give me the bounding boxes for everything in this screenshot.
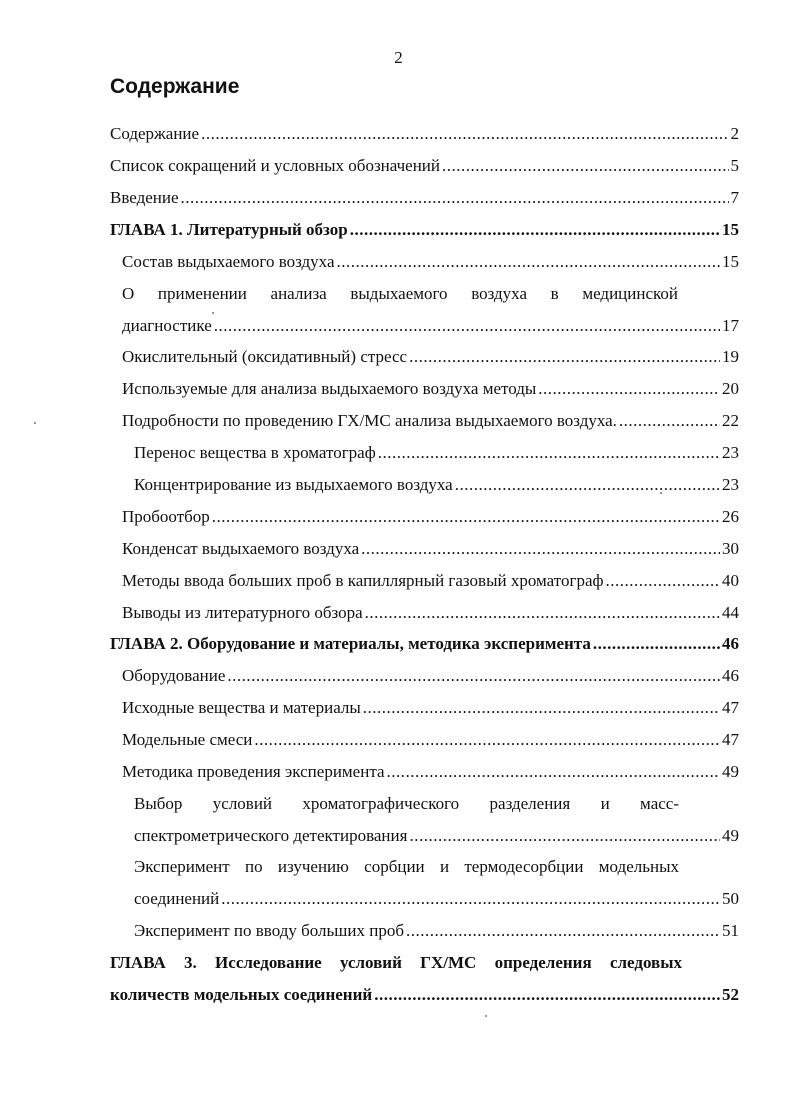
toc-leader-dots — [455, 475, 720, 495]
toc-entry-title: Используемые для анализа выдыхаемого воздуха методы — [122, 379, 537, 398]
toc-entry-page: 7 — [730, 188, 739, 207]
toc-entry[interactable] — [122, 379, 739, 399]
toc-entry-page: 40 — [722, 571, 739, 590]
toc-entry-page: 46 — [722, 666, 739, 685]
toc-entry[interactable] — [122, 539, 739, 559]
toc-leader-dots — [409, 347, 720, 367]
toc-entry-title: ГЛАВА 1. Литературный обзор — [110, 220, 348, 239]
toc-entry[interactable] — [122, 507, 739, 527]
toc-entry[interactable] — [122, 316, 739, 336]
toc-entry-page: 49 — [722, 826, 739, 845]
toc-leader-dots — [221, 889, 720, 909]
toc-leader-dots — [350, 220, 720, 240]
toc-chapter-entry[interactable] — [110, 634, 739, 654]
toc-leader-dots — [374, 985, 720, 1005]
toc-entry-page: 23 — [722, 475, 739, 494]
toc-entry-page: 15 — [722, 252, 739, 271]
toc-entry-title: спектрометрического детектирования — [134, 826, 408, 845]
toc-leader-dots — [337, 252, 721, 272]
toc-leader-dots — [254, 730, 720, 750]
toc-entry[interactable] — [122, 571, 739, 591]
toc-leader-dots — [227, 666, 720, 686]
toc-entry-title: Выводы из литературного обзора — [122, 603, 363, 622]
page-title: Содержание — [110, 75, 240, 98]
toc-entry-page: 5 — [730, 156, 739, 175]
toc-entry-title: диагностике — [122, 316, 212, 335]
toc-leader-dots — [593, 634, 720, 654]
toc-entry[interactable] — [134, 826, 739, 846]
toc-entry[interactable] — [122, 730, 739, 750]
toc-entry-title: Оборудование — [122, 666, 226, 685]
page-number: 2 — [394, 48, 403, 67]
scan-speck — [34, 422, 36, 424]
toc-leader-dots — [363, 698, 720, 718]
toc-entry-title: Содержание — [110, 124, 200, 143]
toc-entry-page: 30 — [722, 539, 739, 558]
toc-entry-page: 47 — [722, 698, 739, 717]
toc-leader-dots — [181, 188, 729, 208]
toc-entry-page: 20 — [722, 379, 739, 398]
toc-chapter-first-line[interactable]: ГЛАВА 3. Исследование условий ГХ/МС определения следовых — [110, 953, 682, 972]
toc-entry-page: 19 — [722, 347, 739, 366]
toc-entry[interactable] — [110, 156, 739, 176]
toc-entry-title: Эксперимент по вводу больших проб — [134, 921, 404, 940]
toc-entry-page: 50 — [722, 889, 739, 908]
toc-entry-page: 52 — [722, 985, 739, 1004]
toc-leader-dots — [378, 443, 720, 463]
toc-entry-title: Подробности по проведению ГХ/МС анализа выдыхаемого воздуха. — [122, 411, 617, 430]
toc-leader-dots — [212, 507, 720, 527]
toc-entry-page: 49 — [722, 762, 739, 781]
toc-entry[interactable] — [122, 666, 739, 686]
toc-leader-dots — [619, 411, 720, 431]
toc-entry-title: ГЛАВА 2. Оборудование и материалы, методика эксперимента — [110, 634, 591, 653]
scan-speck — [212, 312, 214, 314]
toc-entry-title: Модельные смеси — [122, 730, 253, 749]
toc-entry-title: Пробоотбор — [122, 507, 210, 526]
scan-speck — [485, 1015, 487, 1017]
toc-leader-dots — [201, 124, 728, 144]
toc-entry[interactable] — [122, 603, 739, 623]
toc-entry[interactable] — [134, 475, 739, 495]
toc-entry-title: Методика проведения эксперимента — [122, 762, 385, 781]
toc-entry-page: 47 — [722, 730, 739, 749]
toc-entry-title: количеств модельных соединений — [110, 985, 373, 1004]
toc-entry-title: Методы ввода больших проб в капиллярный газовый хроматограф — [122, 571, 604, 590]
toc-entry-title: Исходные вещества и материалы — [122, 698, 361, 717]
toc-leader-dots — [442, 156, 728, 176]
toc-entry-page: 2 — [730, 124, 739, 143]
toc-leader-dots — [361, 539, 720, 559]
toc-entry-title: Введение — [110, 188, 179, 207]
toc-entry-title: Список сокращений и условных обозначений — [110, 156, 441, 175]
toc-entry[interactable] — [122, 347, 739, 367]
toc-entry-first-line[interactable]: Выбор условий хроматографического разделения и масс- — [134, 794, 679, 813]
toc-entry[interactable] — [134, 889, 739, 909]
toc-leader-dots — [214, 316, 720, 336]
toc-entry-page: 51 — [722, 921, 739, 940]
toc-entry[interactable] — [110, 188, 739, 208]
toc-entry-page: 23 — [722, 443, 739, 462]
toc-entry-page: 44 — [722, 603, 739, 622]
toc-entry[interactable] — [134, 443, 739, 463]
toc-leader-dots — [406, 921, 720, 941]
toc-entry-title: Состав выдыхаемого воздуха — [122, 252, 335, 271]
toc-leader-dots — [365, 603, 720, 623]
toc-entry[interactable] — [122, 252, 739, 272]
toc-entry-title: Конденсат выдыхаемого воздуха — [122, 539, 360, 558]
toc-entry[interactable] — [122, 411, 739, 431]
toc-entry-page: 15 — [722, 220, 739, 239]
toc-entry-first-line[interactable]: Эксперимент по изучению сорбции и термодесорбции модельных — [134, 857, 679, 876]
toc-entry-title: соединений — [134, 889, 220, 908]
toc-entry-title: Перенос вещества в хроматограф — [134, 443, 376, 462]
toc-leader-dots — [606, 571, 720, 591]
toc-leader-dots — [409, 826, 720, 846]
toc-entry[interactable] — [134, 921, 739, 941]
scan-speck — [660, 492, 662, 494]
toc-leader-dots — [538, 379, 720, 399]
toc-chapter-entry[interactable] — [110, 985, 739, 1005]
toc-entry[interactable] — [110, 124, 739, 144]
toc-entry-title: Концентрирование из выдыхаемого воздуха — [134, 475, 453, 494]
toc-entry-page: 26 — [722, 507, 739, 526]
toc-entry-page: 22 — [722, 411, 739, 430]
toc-entry[interactable] — [122, 762, 739, 782]
toc-chapter-entry[interactable] — [110, 220, 739, 240]
toc-entry-page: 46 — [722, 634, 739, 653]
toc-entry-title: Окислительный (оксидативный) стресс — [122, 347, 408, 366]
toc-leader-dots — [387, 762, 720, 782]
toc-entry-first-line[interactable]: О применении анализа выдыхаемого воздуха в медицинской — [122, 284, 678, 303]
toc-entry[interactable] — [122, 698, 739, 718]
toc-entry-page: 17 — [722, 316, 739, 335]
